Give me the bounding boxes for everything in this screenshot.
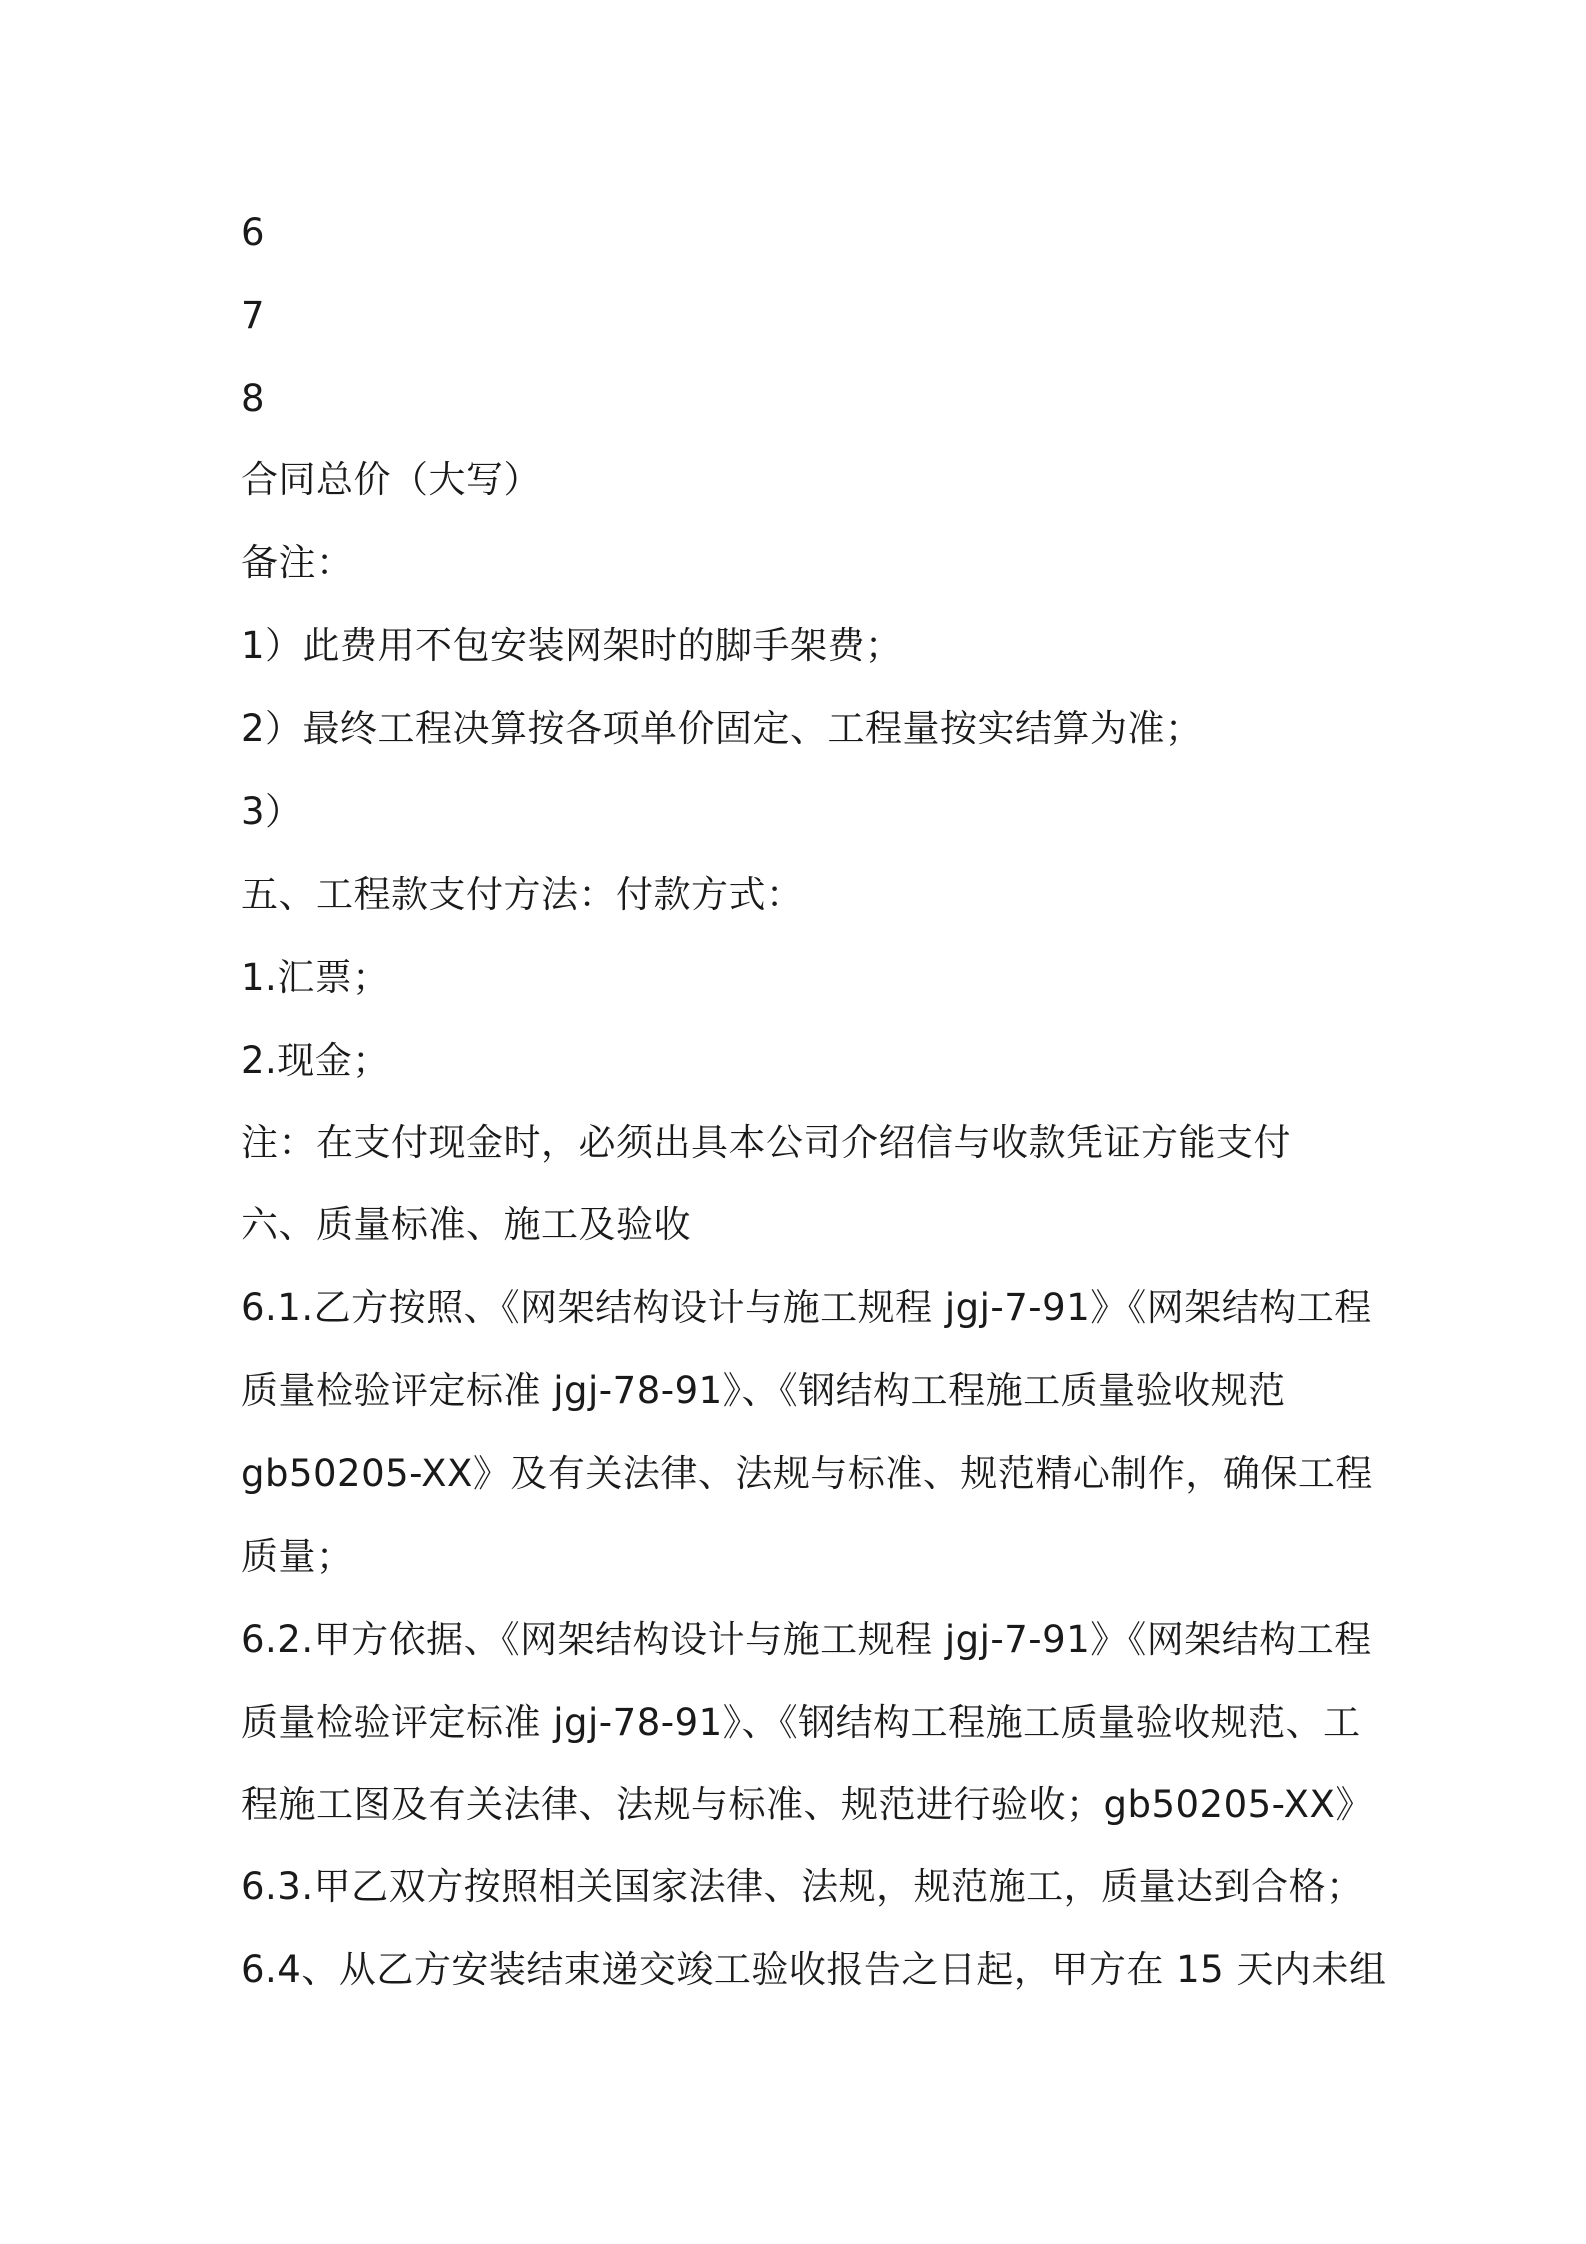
clause-6-4-line-1: 6.4、从乙方安装结束递交竣工验收报告之日起，甲方在 15 天内未组 <box>241 1948 1387 1991</box>
payment-item-1: 1.汇票； <box>241 956 390 999</box>
section-5-heading: 五、工程款支付方法：付款方式： <box>241 873 804 916</box>
remark-item-2: 2）最终工程决算按各项单价固定、工程量按实结算为准； <box>241 707 1203 750</box>
payment-item-2: 2.现金； <box>241 1039 390 1082</box>
clause-6-1-line-3: gb50205-XX》及有关法律、法规与标准、规范精心制作，确保工程 <box>241 1452 1373 1495</box>
clause-6-2-line-3: 程施工图及有关法律、法规与标准、规范进行验收；gb50205-XX》 <box>241 1783 1373 1826</box>
clause-6-2-line-1: 6.2.甲方依据、《网架结构设计与施工规程 jgj-7-91》《网架结构工程 <box>241 1618 1372 1661</box>
contract-total-label: 合同总价（大写） <box>241 458 541 501</box>
clause-6-1-line-4: 质量； <box>241 1535 354 1578</box>
list-number-6: 6 <box>241 211 266 254</box>
clause-6-1-line-1: 6.1.乙方按照、《网架结构设计与施工规程 jgj-7-91》《网架结构工程 <box>241 1286 1372 1329</box>
clause-6-1-line-2: 质量检验评定标准 jgj-78-91》、《钢结构工程施工质量验收规范 <box>241 1369 1286 1412</box>
payment-note: 注：在支付现金时，必须出具本公司介绍信与收款凭证方能支付 <box>241 1121 1291 1164</box>
section-6-heading: 六、质量标准、施工及验收 <box>241 1203 691 1246</box>
remark-item-3: 3） <box>241 790 303 833</box>
clause-6-3: 6.3.甲乙双方按照相关国家法律、法规，规范施工，质量达到合格； <box>241 1865 1364 1908</box>
list-number-7: 7 <box>241 294 266 337</box>
remarks-heading: 备注： <box>241 541 354 584</box>
clause-6-2-line-2: 质量检验评定标准 jgj-78-91》、《钢结构工程施工质量验收规范、工 <box>241 1701 1361 1744</box>
list-number-8: 8 <box>241 377 266 420</box>
remark-item-1: 1）此费用不包安装网架时的脚手架费； <box>241 624 903 667</box>
